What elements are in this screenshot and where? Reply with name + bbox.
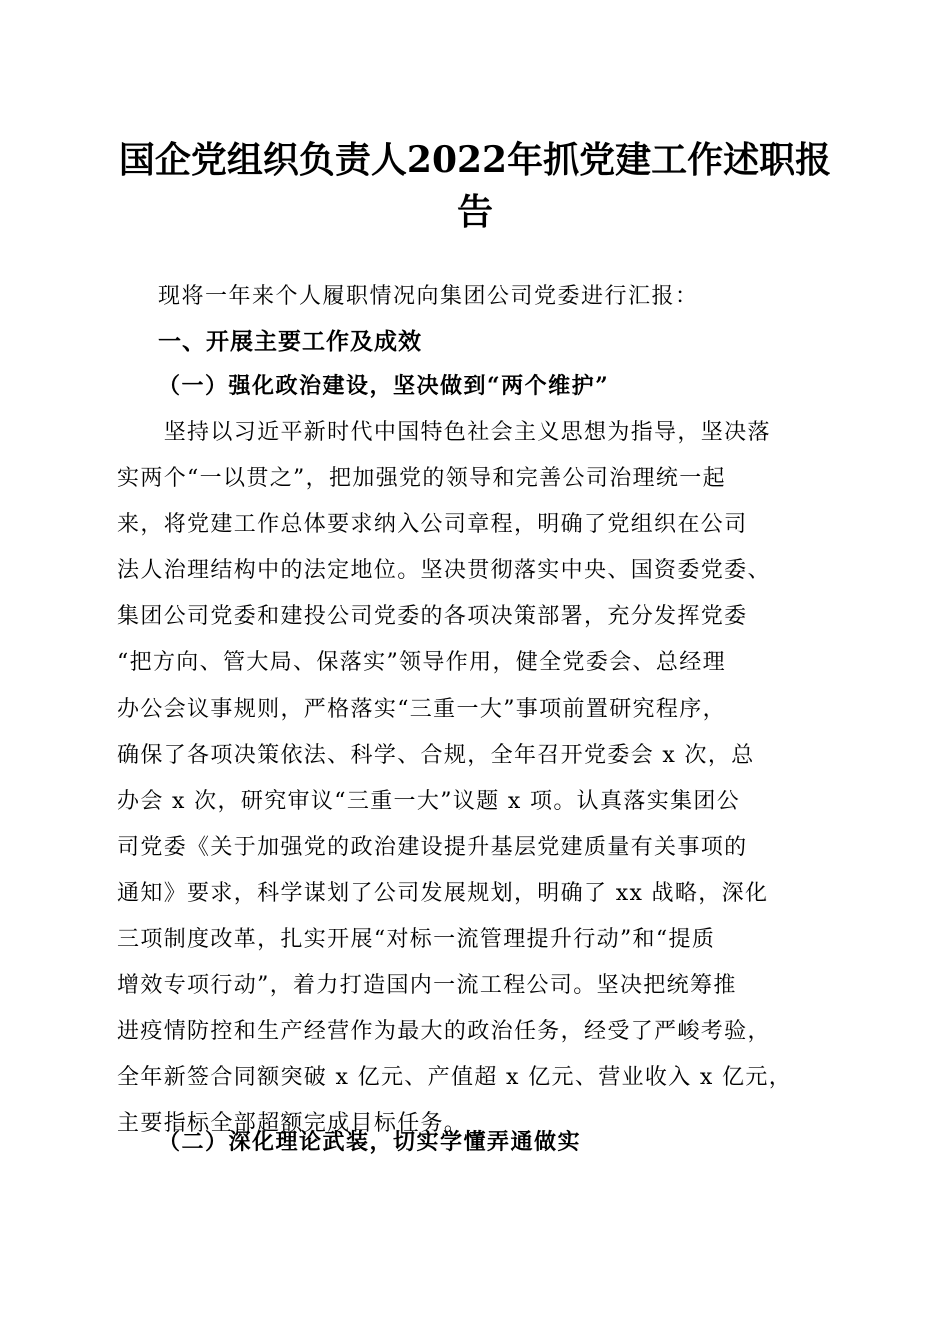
title-line-1: 国企党组织负责人2022年抓党建工作述职报 — [118, 139, 832, 181]
paragraph-line: 通知》要求，科学谋划了公司发展规划，明确了 xx 战略，深化 — [117, 880, 769, 906]
paragraph-line: 法人治理结构中的法定地位。坚决贯彻落实中央、国资委党委、 — [117, 558, 771, 584]
paragraph-line: 集团公司党委和建投公司党委的各项决策部署，充分发挥党委 — [117, 604, 748, 630]
paragraph-line: 实两个“一以贯之”，把加强党的领导和完善公司治理统一起 — [117, 466, 726, 492]
paragraph-line: 办会 x 次，研究审议“三重一大”议题 x 项。认真落实集团公 — [117, 788, 741, 814]
subsection-heading-2: （二）深化理论武装，切实学懂弄通做实 — [158, 1129, 582, 1155]
paragraph-line: 办公会议事规则，严格落实“三重一大”事项前置研究程序， — [117, 696, 726, 722]
paragraph-line: 进疫情防控和生产经营作为最大的政治任务，经受了严峻考验， — [117, 1019, 771, 1045]
paragraph-line: 司党委《关于加强党的政治建设提升基层党建质量有关事项的 — [117, 834, 748, 860]
paragraph-line: 增效专项行动”，着力打造国内一流工程公司。坚决把统筹推 — [117, 973, 737, 999]
paragraph-line: 全年新签合同额突破 x 亿元、产值超 x 亿元、营业收入 x 亿元， — [117, 1065, 793, 1091]
subsection-heading-1: （一）强化政治建设，坚决做到“两个维护” — [158, 373, 610, 399]
document-title — [100, 134, 850, 238]
paragraph-line: 主要指标全部超额完成目标任务。 — [117, 1111, 468, 1137]
paragraph-line: “把方向、管大局、保落实”领导作用，健全党委会、总经理 — [117, 650, 726, 676]
title-line-2: 告 — [456, 191, 493, 233]
paragraph-line: 三项制度改革，扎实开展“对标一流管理提升行动”和“提质 — [117, 927, 716, 953]
paragraph-line: 来，将党建工作总体要求纳入公司章程，明确了党组织在公司 — [117, 512, 748, 538]
body-paragraph-1 — [117, 410, 835, 1148]
paragraph-line: 坚持以习近平新时代中国特色社会主义思想为指导，坚决落 — [117, 420, 771, 445]
section-heading-1: 一、开展主要工作及成效 — [158, 329, 422, 355]
paragraph-line: 确保了各项决策依法、科学、合规，全年召开党委会 x 次，总 — [117, 742, 755, 768]
intro-paragraph: 现将一年来个人履职情况向集团公司党委进行汇报： — [158, 284, 699, 309]
